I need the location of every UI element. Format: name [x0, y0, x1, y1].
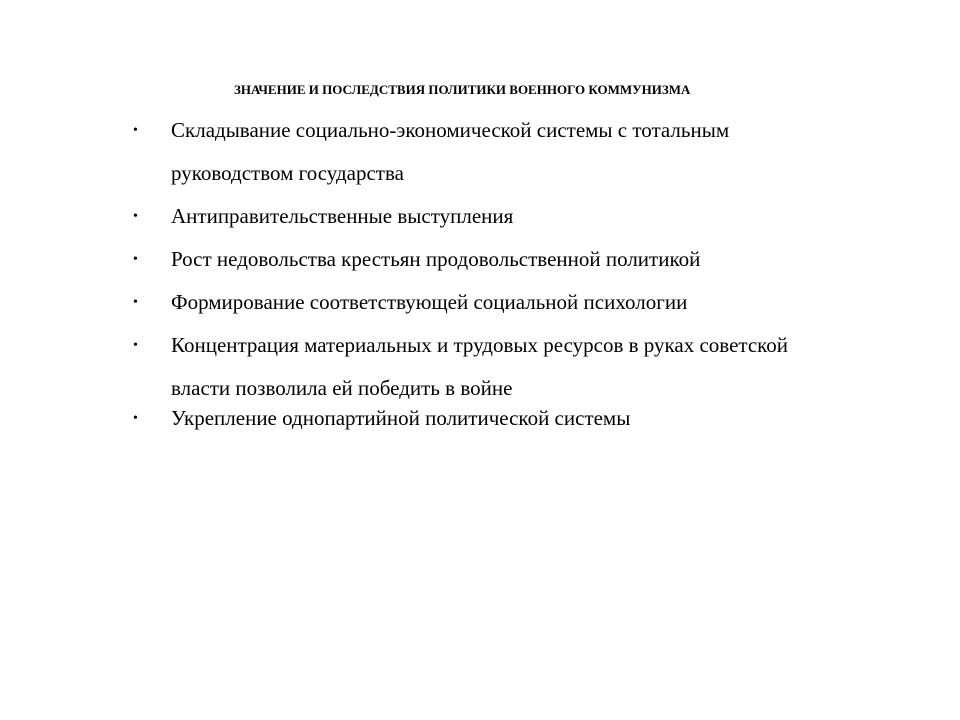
bullet-line: Укрепление однопартийной политической системы	[171, 406, 631, 430]
bullet-line: власти позволила ей победить в войне	[171, 376, 513, 400]
bullet-dot-icon: •	[133, 123, 138, 138]
slide-title: ЗНАЧЕНИЕ И ПОСЛЕДСТВИЯ ПОЛИТИКИ ВОЕННОГО КОММУНИЗМА	[234, 82, 691, 97]
bullet-dot-icon: •	[133, 411, 138, 426]
bullet-dot-icon: •	[133, 338, 138, 353]
bullet-text	[171, 109, 906, 195]
bullet-dot-icon: •	[133, 252, 138, 267]
bullet-line: Складывание социально-экономической системы с тотальным	[171, 118, 730, 142]
bullet-line: Концентрация материальных и трудовых ресурсов в руках советской	[171, 333, 789, 357]
bullet-dot-icon: •	[133, 295, 138, 310]
bullet-text	[171, 238, 906, 281]
bullet-line: Формирование соответствующей социальной психологии	[171, 290, 688, 314]
bullet-text	[171, 195, 906, 238]
bullet-line: Рост недовольства крестьян продовольственной политикой	[171, 247, 701, 271]
bullet-text	[171, 397, 906, 440]
bullet-line: Антиправительственные выступления	[171, 204, 514, 228]
bullet-text	[171, 281, 906, 324]
bullet-dot-icon: •	[133, 209, 138, 224]
bullet-line: руководством государства	[171, 161, 404, 185]
